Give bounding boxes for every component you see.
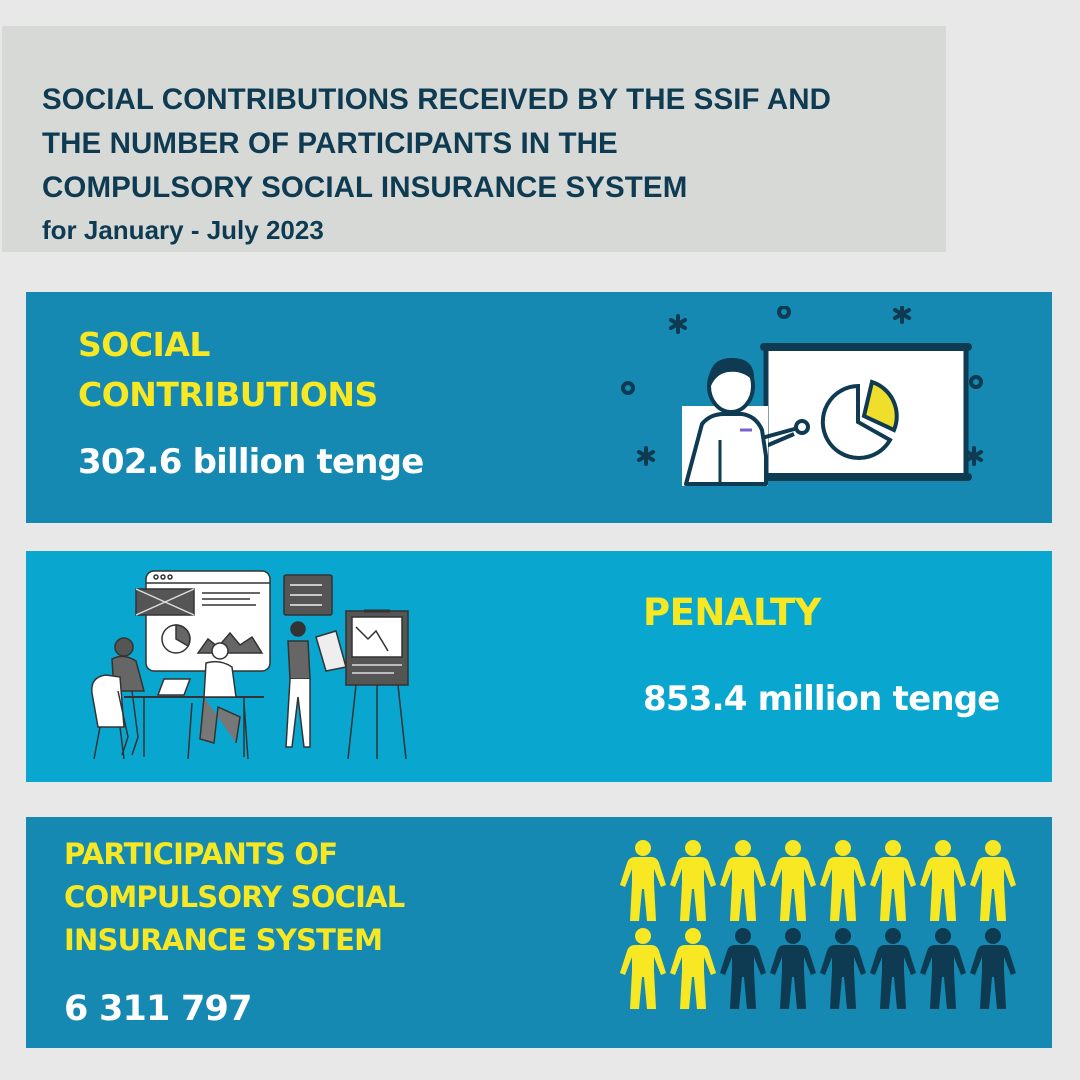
header-banner: [2, 26, 946, 252]
person-highlighted-icon: [720, 840, 766, 921]
page-subtitle: for January - July 2023: [42, 215, 324, 245]
participants-label: PARTICIPANTS OF COMPULSORY SOCIAL INSURANCE SYSTEM: [64, 837, 405, 957]
penalty-value: 853.4 million tenge: [643, 679, 1000, 719]
team-meeting-illustration: [84, 567, 424, 767]
person-icon: [970, 928, 1016, 1009]
person-highlighted-icon: [670, 840, 716, 921]
person-icon: [770, 928, 816, 1009]
page-title: SOCIAL CONTRIBUTIONS RECEIVED BY THE SSIF AND THE NUMBER OF PARTICIPANTS IN THE COMPULSORY SOCIAL INSURANCE SYSTEM: [42, 83, 832, 204]
participants-panel: [26, 817, 1052, 1048]
person-icon: [820, 928, 866, 1009]
social-contributions-value: 302.6 billion tenge: [78, 442, 424, 482]
person-highlighted-icon: [670, 928, 716, 1009]
people-grid-icon: [616, 837, 1026, 1017]
social-contributions-panel: [26, 292, 1052, 523]
participants-value: 6 311 797: [64, 989, 252, 1029]
person-icon: [870, 928, 916, 1009]
person-highlighted-icon: [820, 840, 866, 921]
person-highlighted-icon: [970, 840, 1016, 921]
sparkle-icon: [671, 316, 685, 332]
social-contributions-label: SOCIAL CONTRIBUTIONS: [78, 325, 378, 414]
person-icon: [920, 928, 966, 1009]
penalty-label: PENALTY: [643, 591, 821, 634]
person-highlighted-icon: [620, 928, 666, 1009]
penalty-panel: [26, 551, 1052, 782]
person-highlighted-icon: [620, 840, 666, 921]
presenter-pie-chart-icon: [616, 306, 1016, 516]
person-highlighted-icon: [920, 840, 966, 921]
person-icon: [720, 928, 766, 1009]
person-highlighted-icon: [870, 840, 916, 921]
person-highlighted-icon: [770, 840, 816, 921]
